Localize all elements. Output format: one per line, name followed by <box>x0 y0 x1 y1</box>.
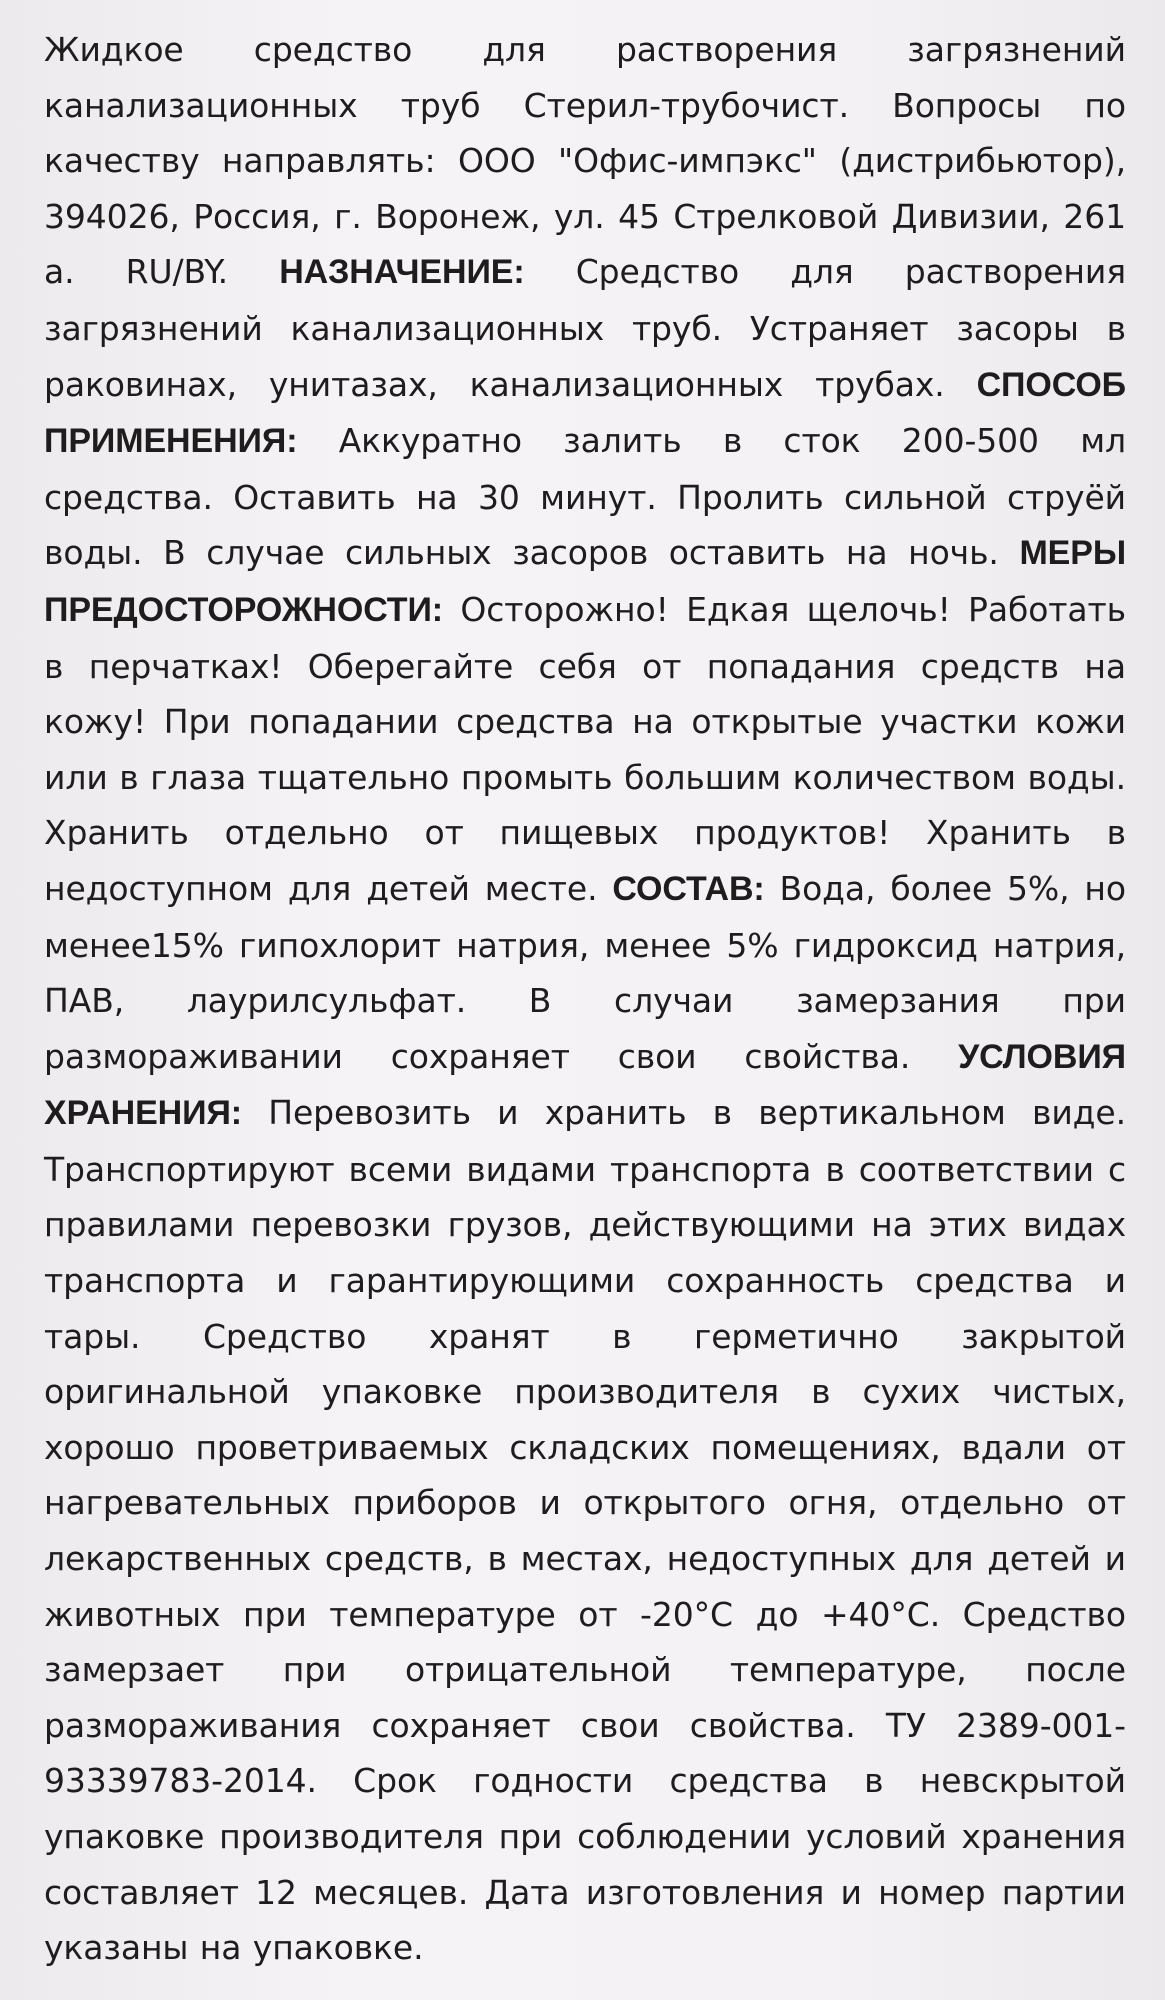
section-text-purpose: Средство для растворения загрязнений канализационных труб. Устраняет засоры в раковинах, унитазах, канализационных трубах. <box>44 252 1126 404</box>
section-heading-composition: СОСТАВ: <box>612 869 765 908</box>
section-text-usage: Аккуратно залить в сток 200-500 мл средства. Оставить на 30 минут. Пролить сильной струёй воды. В случае сильных засоров оставить на ночь. <box>44 421 1127 573</box>
label-text-block <box>44 22 1126 1976</box>
section-heading-purpose: НАЗНАЧЕНИЕ: <box>279 253 525 292</box>
section-heading-usage: СПОСОБ ПРИМЕНЕНИЯ: <box>44 365 1127 461</box>
intro-text: Жидкое средство для растворения загрязнений канализационных труб Стерил-трубочист. Вопросы по качеству направлять: ООО "Офис-импэкс" (дистрибьютор), 394026, Россия, г. Воронеж, ул. 45 Стрелковой Дивизии, 261 а. RU/BY. <box>44 30 1126 292</box>
section-text-precautions: Осторожно! Едкая щелочь! Работать в перчатках! Оберегайте себя от попадания средств на кожу! При попадании средства на открытые участки кожи или в глаза тщательно промыть большим количеством воды. Хранить отдельно от пищевых продуктов! Хранить в недоступном для детей месте. <box>44 589 1127 908</box>
section-heading-storage: УСЛОВИЯ ХРАНЕНИЯ: <box>44 1037 1127 1133</box>
section-heading-precautions: МЕРЫ ПРЕДОСТОРОЖНОСТИ: <box>44 534 1127 629</box>
section-text-composition: Вода, более 5%, но менее15% гипохлорит натрия, менее 5% гидроксид натрия, ПАВ, лаурилсульфат. В случаи замерзания при размораживании сохраняет свои свойства. <box>44 868 1127 1076</box>
section-text-storage: Перевозить и хранить в вертикальном виде. Транспортируют всеми видами транспорта в соответствии с правилами перевозки грузов, действующими на этих видах транспорта и гарантирующими сохранность средства и тары. Средство хранят в герметично закрытой оригинальной упаковке производителя в сухих чистых, хорошо проветриваемых складских помещениях, вдали от нагревательных приборов и открытого огня, отдельно от лекарственных средств, в местах, недоступных для детей и животных при температуре от -20°С до +40°С. Средство замерзает при отрицательной температуре, после размораживания сохраняет свои свойства. ТУ 2389-001-93339783-2014. Срок годности средства в невскрытой упаковке производителя при соблюдении условий хранения составляет 12 месяцев. Дата изготовления и номер партии указаны на упаковке. <box>44 1093 1126 1968</box>
